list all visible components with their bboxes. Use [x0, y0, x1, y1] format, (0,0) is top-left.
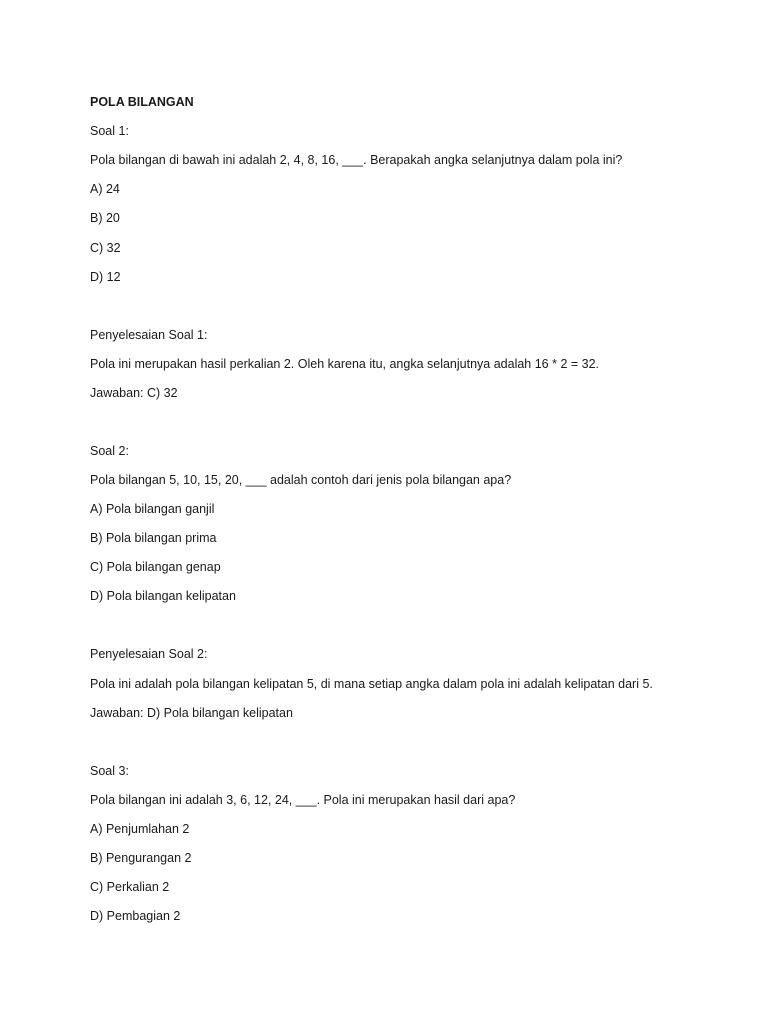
- question-2-option-d: D) Pola bilangan kelipatan: [90, 589, 236, 603]
- question-1-option-b: B) 20: [90, 211, 120, 225]
- question-2-text: Pola bilangan 5, 10, 15, 20, ___ adalah contoh dari jenis pola bilangan apa?: [90, 473, 512, 487]
- question-1-option-c: C) 32: [90, 241, 121, 255]
- question-2-option-a: A) Pola bilangan ganjil: [90, 502, 215, 516]
- answer-1: Jawaban: C) 32: [90, 386, 178, 400]
- question-1-heading: Soal 1:: [90, 124, 129, 138]
- question-3-heading: Soal 3:: [90, 764, 129, 778]
- solution-2-text: Pola ini adalah pola bilangan kelipatan 5, di mana setiap angka dalam pola ini adalah kelipatan dari 5.: [90, 677, 653, 691]
- question-3-option-a: A) Penjumlahan 2: [90, 822, 190, 836]
- question-1-text: Pola bilangan di bawah ini adalah 2, 4, 8, 16, ___. Berapakah angka selanjutnya dalam pola ini?: [90, 153, 623, 167]
- question-1-option-d: D) 12: [90, 270, 121, 284]
- question-3-option-d: D) Pembagian 2: [90, 909, 181, 923]
- question-3-option-b: B) Pengurangan 2: [90, 851, 192, 865]
- answer-2: Jawaban: D) Pola bilangan kelipatan: [90, 706, 293, 720]
- question-2-heading: Soal 2:: [90, 444, 129, 458]
- solution-1-text: Pola ini merupakan hasil perkalian 2. Oleh karena itu, angka selanjutnya adalah 16 * 2 = 32.: [90, 357, 600, 371]
- solution-2-heading: Penyelesaian Soal 2:: [90, 647, 208, 661]
- question-2-option-c: C) Pola bilangan genap: [90, 560, 221, 574]
- document-title: POLA BILANGAN: [90, 95, 194, 109]
- question-3-option-c: C) Perkalian 2: [90, 880, 170, 894]
- question-2-option-b: B) Pola bilangan prima: [90, 531, 217, 545]
- question-1-option-a: A) 24: [90, 182, 120, 196]
- solution-1-heading: Penyelesaian Soal 1:: [90, 328, 208, 342]
- question-3-text: Pola bilangan ini adalah 3, 6, 12, 24, ___. Pola ini merupakan hasil dari apa?: [90, 793, 516, 807]
